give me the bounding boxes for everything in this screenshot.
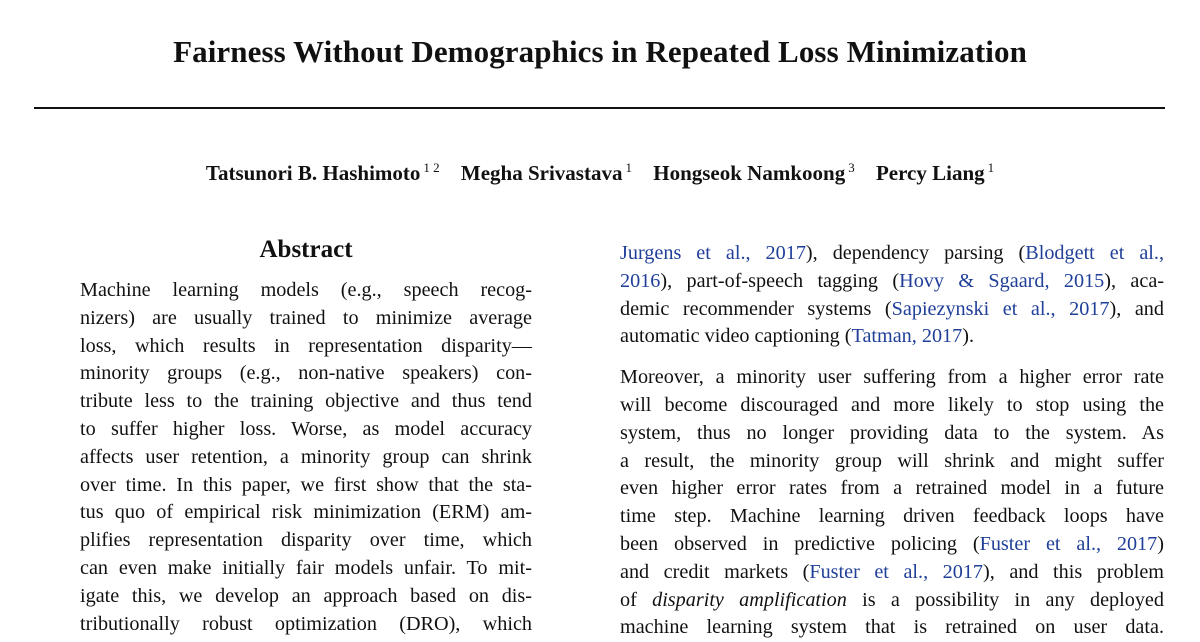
text-line <box>620 448 1164 476</box>
citation-link[interactable]: Fuster et al., 2017 <box>809 560 984 583</box>
abstract-line: Machine learning models (e.g., speech recog- <box>80 279 532 301</box>
paragraph-applications <box>620 240 1164 351</box>
abstract-heading: Abstract <box>259 236 353 263</box>
text-segment: demic recommender systems ( <box>620 297 892 320</box>
text-segment: and credit markets ( <box>620 560 810 583</box>
abstract-line: tribute less to the training objective and thus tend <box>80 390 532 413</box>
abstract-line: minority groups (e.g., non-native speakers) con- <box>80 362 532 385</box>
text-segment: ), and this problem <box>983 560 1164 583</box>
paper-title: Fairness Without Demographics in Repeated Loss Minimization <box>173 34 1027 69</box>
text-segment: even higher error rates from a retrained model in a future <box>620 477 1164 500</box>
author-name: Megha Srivastava <box>460 161 623 185</box>
text-segment: a result, the minority group will shrink and might suffer <box>620 449 1164 472</box>
text-segment: ), aca- <box>1104 269 1165 292</box>
text-line <box>620 296 1164 324</box>
text-line <box>620 559 1164 587</box>
author-list <box>0 160 1200 186</box>
text-segment: ), part-of-speech tagging ( <box>660 269 900 292</box>
abstract-line: igate this, we develop an approach based on dis- <box>80 584 532 607</box>
abstract-body <box>80 277 532 638</box>
right-column <box>620 240 1164 642</box>
text-line <box>620 268 1164 296</box>
text-line <box>620 420 1164 448</box>
text-segment: been observed in predictive policing ( <box>620 532 980 555</box>
text-segment: ), dependency parsing ( <box>805 242 1026 264</box>
text-line <box>620 364 1164 392</box>
author-affiliation: 3 <box>848 160 855 175</box>
abstract-line: affects user retention, a minority group can shrink <box>80 445 532 468</box>
citation-link[interactable]: Sapiezynski et al., 2017 <box>891 297 1110 320</box>
text-segment: Moreover, a minority user suffering from a higher error rate <box>620 366 1164 389</box>
text-line <box>620 240 1164 268</box>
paragraph-disparity <box>620 364 1164 642</box>
abstract-line: over time. In this paper, we first show that the sta- <box>80 473 532 496</box>
text-segment: ) <box>1157 532 1165 555</box>
abstract-line: to suffer higher loss. Worse, as model accuracy <box>80 417 532 440</box>
text-segment: automatic video captioning ( <box>620 325 852 348</box>
citation-link[interactable]: Jurgens et al., 2017 <box>620 242 806 264</box>
emphasis-text: disparity amplification <box>652 588 847 611</box>
author <box>461 161 632 185</box>
citation-link[interactable]: Fuster et al., 2017 <box>979 532 1158 555</box>
author-name: Percy Liang <box>875 161 985 185</box>
text-segment: will become discouraged and more likely to stop using the <box>620 393 1164 416</box>
abstract-line: nizers) are usually trained to minimize average <box>80 306 532 329</box>
text-line <box>620 587 1164 615</box>
citation-link[interactable]: Hovy & Sgaard, 2015 <box>899 269 1105 292</box>
text-segment: of <box>620 588 653 611</box>
text-segment: machine learning system that is retrained on user data. <box>620 616 1164 639</box>
abstract-line: loss, which results in representation disparity— <box>80 334 532 357</box>
text-segment: time step. Machine learning driven feedback loops have <box>620 505 1164 528</box>
citation-link[interactable]: Tatman, 2017 <box>851 325 963 348</box>
text-line <box>620 475 1164 503</box>
author-affiliation: 1 <box>987 160 995 175</box>
title-rule <box>34 107 1165 109</box>
paragraph-gap <box>620 351 1164 364</box>
author-affiliation: 1 2 <box>423 160 440 175</box>
text-line <box>620 531 1164 559</box>
text-line <box>620 503 1164 531</box>
citation-link[interactable]: Blodgett et al., <box>1025 242 1165 264</box>
text-line <box>620 614 1164 642</box>
abstract-line: plifies representation disparity over time, which <box>80 529 532 552</box>
text-line <box>620 323 1164 351</box>
author <box>206 161 440 185</box>
author <box>876 161 994 185</box>
author-affiliation: 1 <box>625 160 632 175</box>
abstract-line: tributionally robust optimization (DRO), which <box>80 612 532 635</box>
text-segment: ). <box>962 325 975 348</box>
citation-link[interactable]: 2016 <box>620 269 661 292</box>
author-name: Tatsunori B. Hashimoto <box>205 161 421 185</box>
author <box>653 161 854 185</box>
abstract-line: can even make initially fair models unfair. To mit- <box>80 556 532 579</box>
text-segment: system, thus no longer providing data to the system. As <box>620 421 1164 444</box>
text-line <box>620 392 1164 420</box>
abstract-line: tus quo of empirical risk minimization (ERM) am- <box>80 501 532 524</box>
author-name: Hongseok Namkoong <box>653 161 846 185</box>
text-segment: ), and <box>1109 297 1164 320</box>
text-segment: is a possibility in any deployed <box>846 588 1164 611</box>
